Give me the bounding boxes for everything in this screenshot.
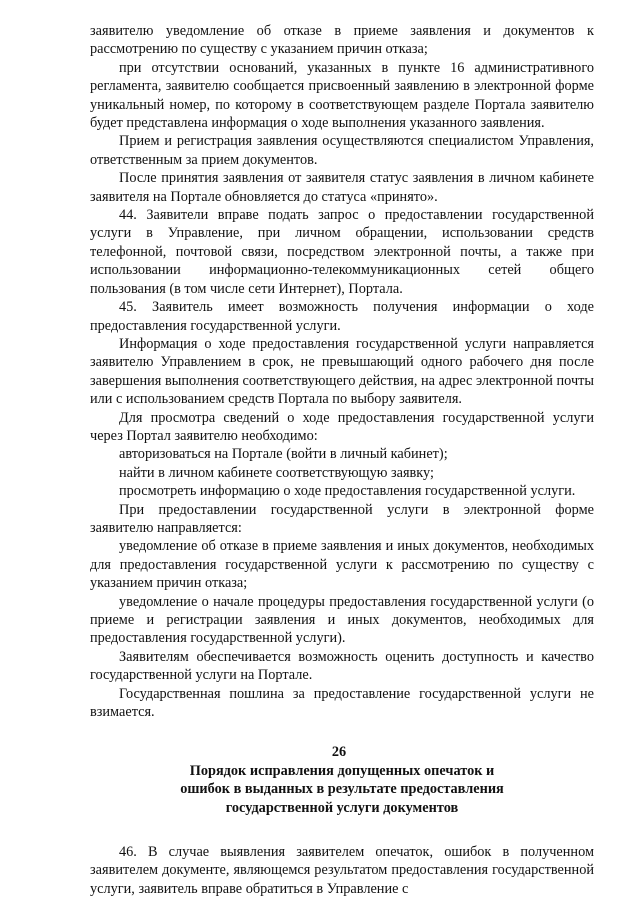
paragraph: уведомление об отказе в приеме заявления и иных документов, необходимых для предоставления государственной услуги к рассмотрению по существу с указанием причин отказа; <box>90 538 594 592</box>
section-heading <box>90 743 594 817</box>
paragraph: При предоставлении государственной услуги в электронной форме заявителю направляется: <box>90 501 594 536</box>
section-title-line: ошибок в выданных в результате предоставления <box>180 781 504 798</box>
paragraph: Прием и регистрация заявления осуществляются специалистом Управления, ответственным за прием документов. <box>90 133 594 168</box>
paragraphs-before-heading <box>90 22 594 721</box>
paragraph: Для просмотра сведений о ходе предоставления государственной услуги через Портал заявителю необходимо: <box>90 409 594 444</box>
paragraph: авторизоваться на Портале (войти в личный кабинет); <box>119 446 448 463</box>
section-heading-line-1 <box>90 743 594 780</box>
paragraph: Государственная пошлина за предоставление государственной услуги не взимается. <box>90 685 594 721</box>
paragraph: заявителю уведомление об отказе в приеме заявления и документов к рассмотрению по существу с указанием причин отказа; <box>90 23 594 58</box>
paragraph: уведомление о начале процедуры предоставления государственной услуги (о приеме и регистрации заявления и иных документов, необходимых для предоставления государственной услуги). <box>90 593 594 647</box>
paragraph: Информация о ходе предоставления государственной услуги направляется заявителю Управлением в срок, не превышающий одного рабочего дня после завершения выполнения соответствующего действия, на адрес электронной почты или с использованием средств Портала по выбору заявителя. <box>90 335 594 408</box>
paragraph: 46. В случае выявления заявителем опечаток, ошибок в полученном заявителем документе, являющемся результатом предоставления государственной услуги, заявитель вправе обратиться в Управление с <box>90 844 594 897</box>
paragraph: 45. Заявитель имеет возможность получения информации о ходе предоставления государственной услуги. <box>90 299 594 334</box>
paragraph: найти в личном кабинете соответствующую заявку; <box>119 464 434 481</box>
paragraph: После принятия заявления от заявителя статус заявления в личном кабинете заявителя на Портале обновляется до статуса «принято». <box>90 170 594 205</box>
section-title-line: государственной услуги документов <box>225 799 459 816</box>
paragraph: 44. Заявители вправе подать запрос о предоставлении государственной услуги в Управление, при личном обращении, использовании средств телефонной, почтовой связи, посредством электронной почты, а также при использовании информационно-телекоммуникационных сетей общего пользования (в том числе сети Интернет), Портала. <box>90 207 594 297</box>
paragraphs-after-heading <box>90 843 594 898</box>
document-body <box>90 22 594 898</box>
section-number: 26 <box>331 744 347 761</box>
paragraph: просмотреть информацию о ходе предоставления государственной услуги. <box>119 483 576 500</box>
section-title-line: Порядок исправления допущенных опечаток и <box>189 762 495 779</box>
paragraph: Заявителям обеспечивается возможность оценить доступность и качество государственной услуги на Портале. <box>90 648 594 684</box>
paragraph: при отсутствии оснований, указанных в пункте 16 административного регламента, заявителю сообщается присвоенный заявлению в электронной форме уникальный номер, по которому в соответствующем разделе Портала заявителю будет представлена информация о ходе выполнения указанного заявления. <box>90 59 594 132</box>
